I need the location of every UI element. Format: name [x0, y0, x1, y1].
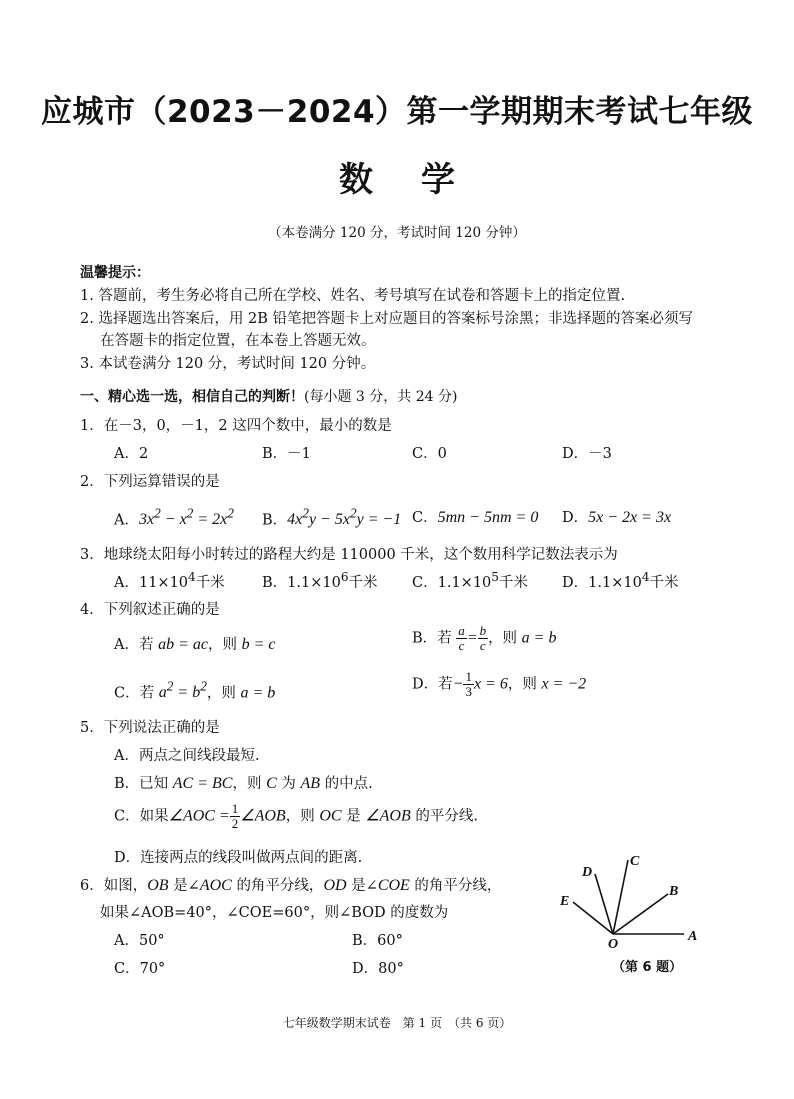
subject-title: 数学 [339, 160, 503, 200]
q2-option-a: A．$3x^2 - x^2 = 2x^2$ [114, 506, 234, 529]
q5-option-d: D．连接两点的线段叫做两点间的距离. [114, 850, 363, 866]
question-1-stem: 1．在－3，0，－1，2 这四个数中，最小的数是 [80, 418, 392, 434]
ray-oe [573, 902, 613, 934]
q2-option-c: C．5mn − 5nm = 0 [412, 509, 539, 526]
ray-oc [613, 860, 628, 934]
question-3-stem: 3．地球绕太阳每小时转过的路程大约是 110000 千米，这个数用科学记数法表示为 [80, 547, 618, 563]
question-4-stem: 4．下列叙述正确的是 [80, 602, 220, 618]
q1-option-d: D．－3 [562, 446, 612, 462]
q5-option-b: B．已知 AC = BC，则 C 为 AB 的中点. [114, 775, 373, 792]
section-title: 一、精心选一选，相信自己的判断！ [80, 389, 304, 405]
q3-option-c: C．$1.1\times 10^5$千米 [412, 570, 528, 591]
q6-option-a: A．50° [114, 933, 165, 949]
q1-option-c: C．0 [412, 446, 447, 462]
q3-option-d: D．$1.1\times 10^4$千米 [562, 570, 679, 591]
section-heading [80, 386, 457, 406]
page-footer: 七年级数学期末试卷 第 1 页 （共 6 页） [282, 1016, 512, 1030]
label-b: B [669, 884, 679, 899]
q5-option-c: C．如果∠AOC = $\frac{1}{2}$ ∠AOB，则 OC 是 ∠AOB 的平分线. [114, 801, 478, 831]
q6-option-b: B．60° [352, 933, 403, 949]
question-6-stem-line1: 6．如图，OB 是∠AOC 的角平分线，OD 是∠COE 的角平分线， [80, 877, 502, 894]
question-6-stem-line2: 如果∠AOB=40°，∠COE=60°，则∠BOD 的度数为 [100, 905, 449, 921]
q1-option-a: A．2 [114, 446, 149, 462]
q4-option-c: C．若 $a^2 = b^2$，则 a = b [114, 679, 276, 702]
label-c: C [630, 854, 640, 869]
q4-option-a: A．若 ab = ac，则 b = c [114, 636, 276, 653]
question-2-stem: 2．下列运算错误的是 [80, 474, 220, 490]
q6-option-d: D．80° [352, 961, 404, 977]
section-sub: (每小题 3 分，共 24 分) [304, 389, 458, 405]
q5-option-a: A．两点之间线段最短. [114, 748, 260, 764]
tip-item: 2. 选择题选出答案后，用 2B 铅笔把答题卡上对应题目的答案标号涂黑；非选择题的答案必须写 [80, 311, 694, 327]
question-5-stem: 5．下列说法正确的是 [80, 720, 220, 736]
q2-option-d: D．5x − 2x = 3x [562, 509, 672, 526]
q3-option-a: A．$11\times 10^4$千米 [114, 570, 225, 591]
q4-option-b: B．若 $\frac{a}{c}$ = $\frac{b}{c}$ ，则 a = b [412, 623, 557, 653]
label-o: O [608, 937, 619, 952]
label-a: A [688, 929, 698, 944]
q2-option-b: B．$4x^2y - 5x^2y = -1$ [262, 506, 402, 529]
label-d: D [582, 865, 593, 880]
tip-item: 3. 本试卷满分 120 分，考试时间 120 分钟。 [80, 356, 376, 372]
ray-od [595, 874, 613, 934]
tip-item: 在答题卡的指定位置，在本卷上答题无效。 [100, 333, 376, 349]
q1-option-b: B．－1 [262, 446, 311, 462]
exam-title: 应城市（2023－2024）第一学期期末考试七年级 [40, 94, 754, 130]
q6-option-c: C．70° [114, 961, 166, 977]
ray-ob [613, 894, 668, 934]
label-e: E [560, 894, 570, 909]
q4-option-d: D．若− $\frac{1}{3}$ x = 6，则 x = −2 [412, 669, 587, 699]
figure-caption: （第 6 题） [612, 960, 683, 975]
exam-note: （本卷满分 120 分，考试时间 120 分钟） [268, 225, 526, 241]
tip-item: 1. 答题前，考生务必将自己所在学校、姓名、考号填写在试卷和答题卡上的指定位置. [80, 288, 626, 304]
tips-title: 温馨提示： [80, 265, 150, 281]
q3-option-b: B．$1.1\times 10^6$千米 [262, 570, 378, 591]
